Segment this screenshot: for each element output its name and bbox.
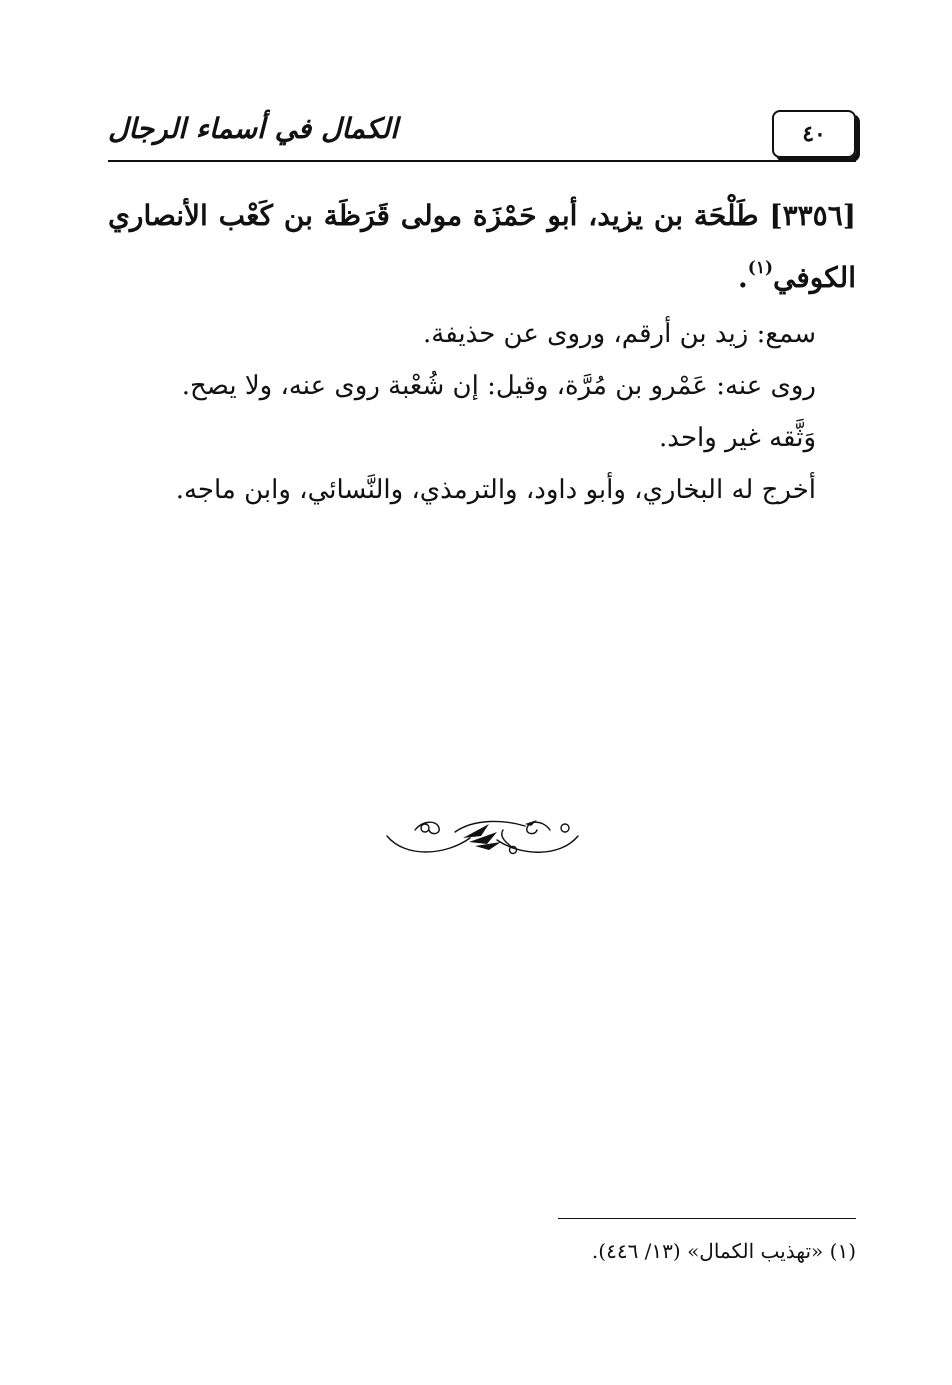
entry-line: روى عنه: عَمْرو بن مُرَّة، وقيل: إن شُعْبة روى عنه، ولا يصح. [181,371,816,401]
entry-line: أخرج له البخاري، وأبو داود، والترمذي، والنَّسائي، وابن ماجه. [175,475,816,505]
ornament-divider-icon [385,812,580,862]
footnote: (١) «تهذيب الكمال» (١٣/ ٤٤٦). [591,1239,856,1263]
book-title-calligraphy: الكمال في أسماء الرجال [108,112,398,145]
page-header [108,108,856,164]
entry-title-text: [٣٣٥٦] طَلْحَة بن يزيد، أبو حَمْزَة مولى قَرَظَة بن كَعْب الأنصاري الكوفي [108,199,856,294]
entry-body [108,308,816,516]
page-number: ٤٠ [772,110,856,158]
entry-title [108,190,856,304]
footnote-divider [558,1218,856,1219]
footnote-reference[interactable]: (١) [747,258,774,278]
entry-line: وَثَّقه غير واحد. [659,423,816,453]
entry-line: سمع: زيد بن أرقم، وروى عن حذيفة. [422,319,816,349]
entry-title-end: . [738,261,748,294]
biography-entry [108,190,856,516]
header-divider [108,160,856,162]
